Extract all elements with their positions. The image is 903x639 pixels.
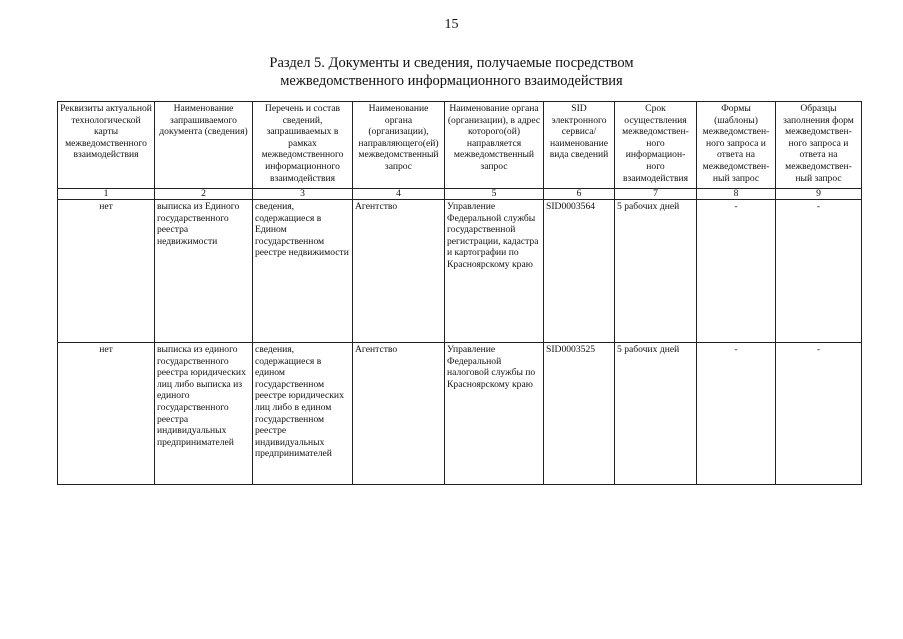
- table-cell: -: [776, 343, 862, 485]
- column-number-row: [58, 189, 862, 200]
- column-header: Формы (шаблоны) межведомствен-ного запроса и ответа на межведомствен-ный запрос: [697, 102, 776, 189]
- table-cell: SID0003564: [544, 200, 615, 343]
- table-header-row: [58, 102, 862, 189]
- column-header: Наименование органа (организации), направляющего(ей) межведомственный запрос: [353, 102, 445, 189]
- column-number: 6: [544, 189, 615, 200]
- table-cell: нет: [58, 343, 155, 485]
- table-row: [58, 343, 862, 485]
- section-title-line-2: межведомственного информационного взаимодействия: [280, 73, 623, 89]
- column-header: Перечень и состав сведений, запрашиваемых в рамках межведомственного информационного взаимодействия: [253, 102, 353, 189]
- column-number: 7: [615, 189, 697, 200]
- table-cell: SID0003525: [544, 343, 615, 485]
- table-cell: сведения, содержащиеся в Едином государственном реестре недвижимости: [253, 200, 353, 343]
- column-number: 1: [58, 189, 155, 200]
- column-header: Наименование органа (организации), в адрес которого(ой) направляется межведомственный запрос: [445, 102, 544, 189]
- table-cell: -: [776, 200, 862, 343]
- table-cell: 5 рабочих дней: [615, 200, 697, 343]
- column-number: 4: [353, 189, 445, 200]
- page-number: 15: [444, 17, 459, 32]
- table-cell: Управление Федеральной службы государственной регистрации, кадастра и картографии по Красноярскому краю: [445, 200, 544, 343]
- table-cell: -: [697, 343, 776, 485]
- table-cell: выписка из единого государственного реестра юридических лиц либо выписка из единого государственного реестра индивидуальных предпринимателей: [155, 343, 253, 485]
- column-header: Реквизиты актуальной технологической карты межведомственного взаимодействия: [58, 102, 155, 189]
- column-number: 2: [155, 189, 253, 200]
- column-number: 9: [776, 189, 862, 200]
- column-header: Срок осуществления межведомствен-ного информацион-ного взаимодействия: [615, 102, 697, 189]
- column-header: Образцы заполнения форм межведомствен-ного запроса и ответа на межведомствен-ный запрос: [776, 102, 862, 189]
- table-cell: Агентство: [353, 343, 445, 485]
- table-cell: нет: [58, 200, 155, 343]
- interagency-documents-table: [57, 101, 862, 485]
- section-title: [0, 54, 903, 90]
- table-cell: сведения, содержащиеся в едином государственном реестре юридических лиц либо в едином государственном реестре индивидуальных предпринимателей: [253, 343, 353, 485]
- table-cell: Агентство: [353, 200, 445, 343]
- table-cell: 5 рабочих дней: [615, 343, 697, 485]
- table-row: [58, 200, 862, 343]
- table-cell: выписка из Единого государственного реестра недвижимости: [155, 200, 253, 343]
- column-number: 5: [445, 189, 544, 200]
- table-cell: -: [697, 200, 776, 343]
- column-header: Наименование запрашиваемого документа (сведения): [155, 102, 253, 189]
- column-number: 8: [697, 189, 776, 200]
- table-cell: Управление Федеральной налоговой службы по Красноярскому краю: [445, 343, 544, 485]
- section-title-line-1: Раздел 5. Документы и сведения, получаемые посредством: [269, 55, 634, 71]
- column-header: SID электронного сервиса/ наименование вида сведений: [544, 102, 615, 189]
- column-number: 3: [253, 189, 353, 200]
